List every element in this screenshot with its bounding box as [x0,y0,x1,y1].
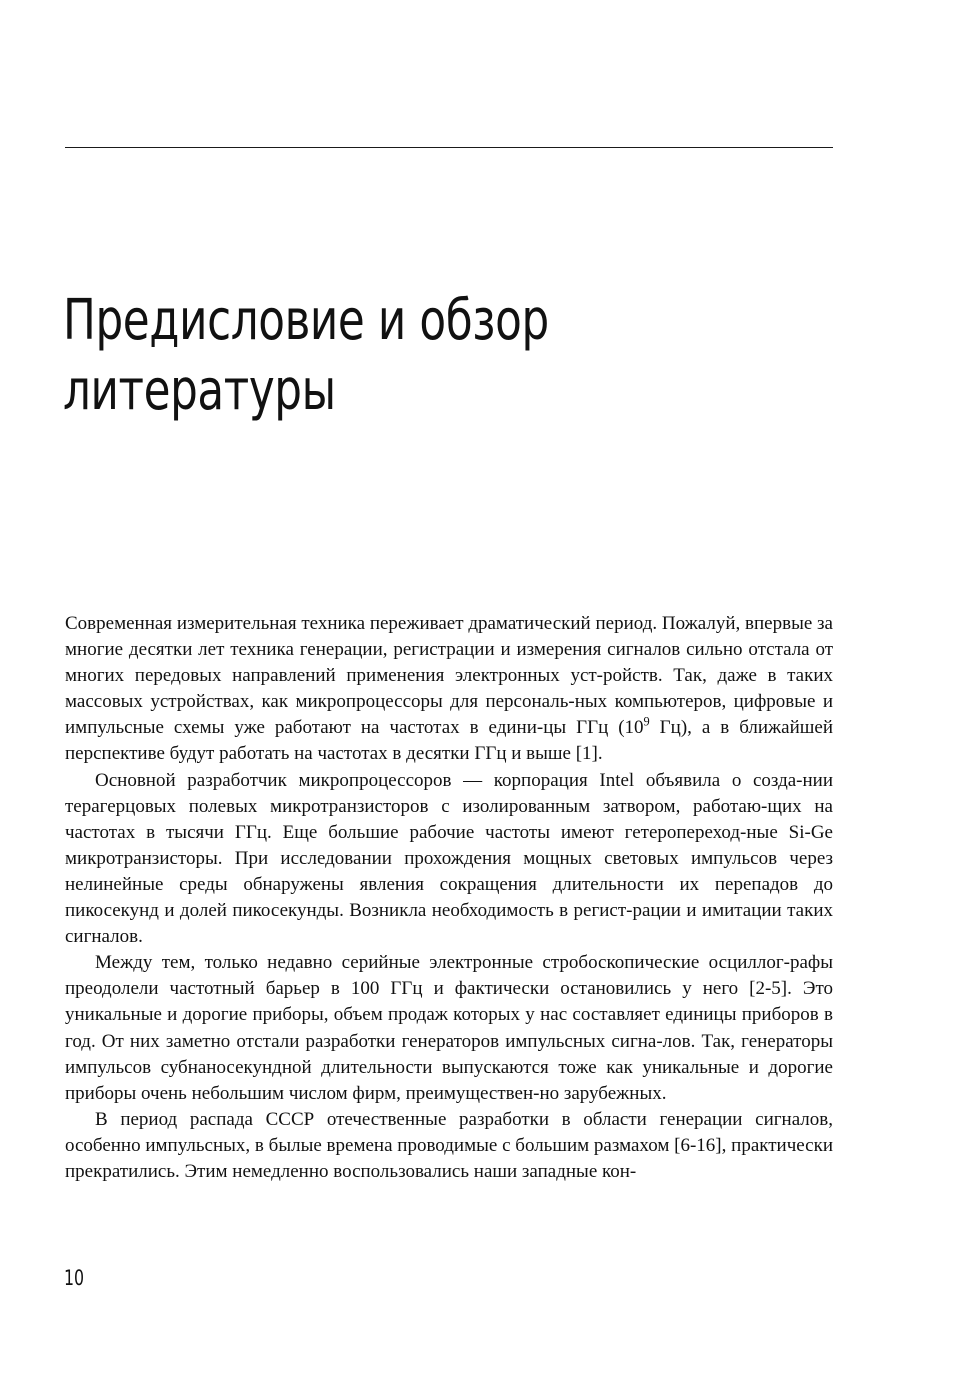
paragraph-4: В период распада СССР отечественные разработки в области генерации сигналов, особенно импульсных, в былые времена проводимые с большим размахом [6-16], практически прекратились. Этим немедленно воспользовались наши западные кон- [65,1108,833,1182]
chapter-title [63,286,664,426]
chapter-title-line-2: литературы [63,358,336,423]
page-number: 10 [64,1266,85,1290]
paragraph-3: Между тем, только недавно серийные электронные стробоскопические осциллог-рафы преодолели частотный барьер в 100 ГГц и фактически остановились у него [2-5]. Это уникальные и дорогие приборы, объем продаж которых у нас составляет единицы приборов в год. От них заметно отстали разработки генераторов импульсных сигна-лов. Так, генераторы импульсов субнаносекундной длительности выпускаются тоже как уникальные и дорогие приборы очень небольшим числом фирм, преимуществен-но зарубежных. [65,952,833,1104]
paragraph-1 [65,611,833,768]
paragraph-1-part-b: Гц), а в ближайшей перспективе будут работать на частотах в десятки ГГц и выше [1]. [65,717,834,765]
paragraph-2: Основной разработчик микропроцессоров — корпорация Intel объявила о созда-нии терагерцовых полевых микротранзисторов с изолированным затвором, работаю-щих на частотах в тысячи ГГц. Еще большие рабочие частоты имеют гетеропереход-ные Si-Ge микротранзисторы. При исследовании прохождения мощных световых импульсов через нелинейные среды обнаружены явления сокращения длительности их перепадов до пикосекунд и долей пикосекунды. Возникла необходимость в регист-рации и имитации таких сигналов. [65,769,833,948]
body-text [65,611,833,1185]
paragraph-1-part-a: Современная измерительная техника переживает драматический период. Пожалуй, впервые за многие десятки лет техника генерации, регистрации и измерения сигналов сильно отстала от многих передовых направлений применения электронных уст-ройств. Так, даже в таких массовых устройствах, как микропроцессоры для персональ-ных компьютеров, цифровые и импульсные схемы уже работают на частотах в едини-цы ГГц (10 [65,613,833,739]
superscript-exponent: 9 [643,715,650,730]
chapter-title-line-1: Предисловие и обзор [63,288,549,353]
header-rule [65,147,833,148]
